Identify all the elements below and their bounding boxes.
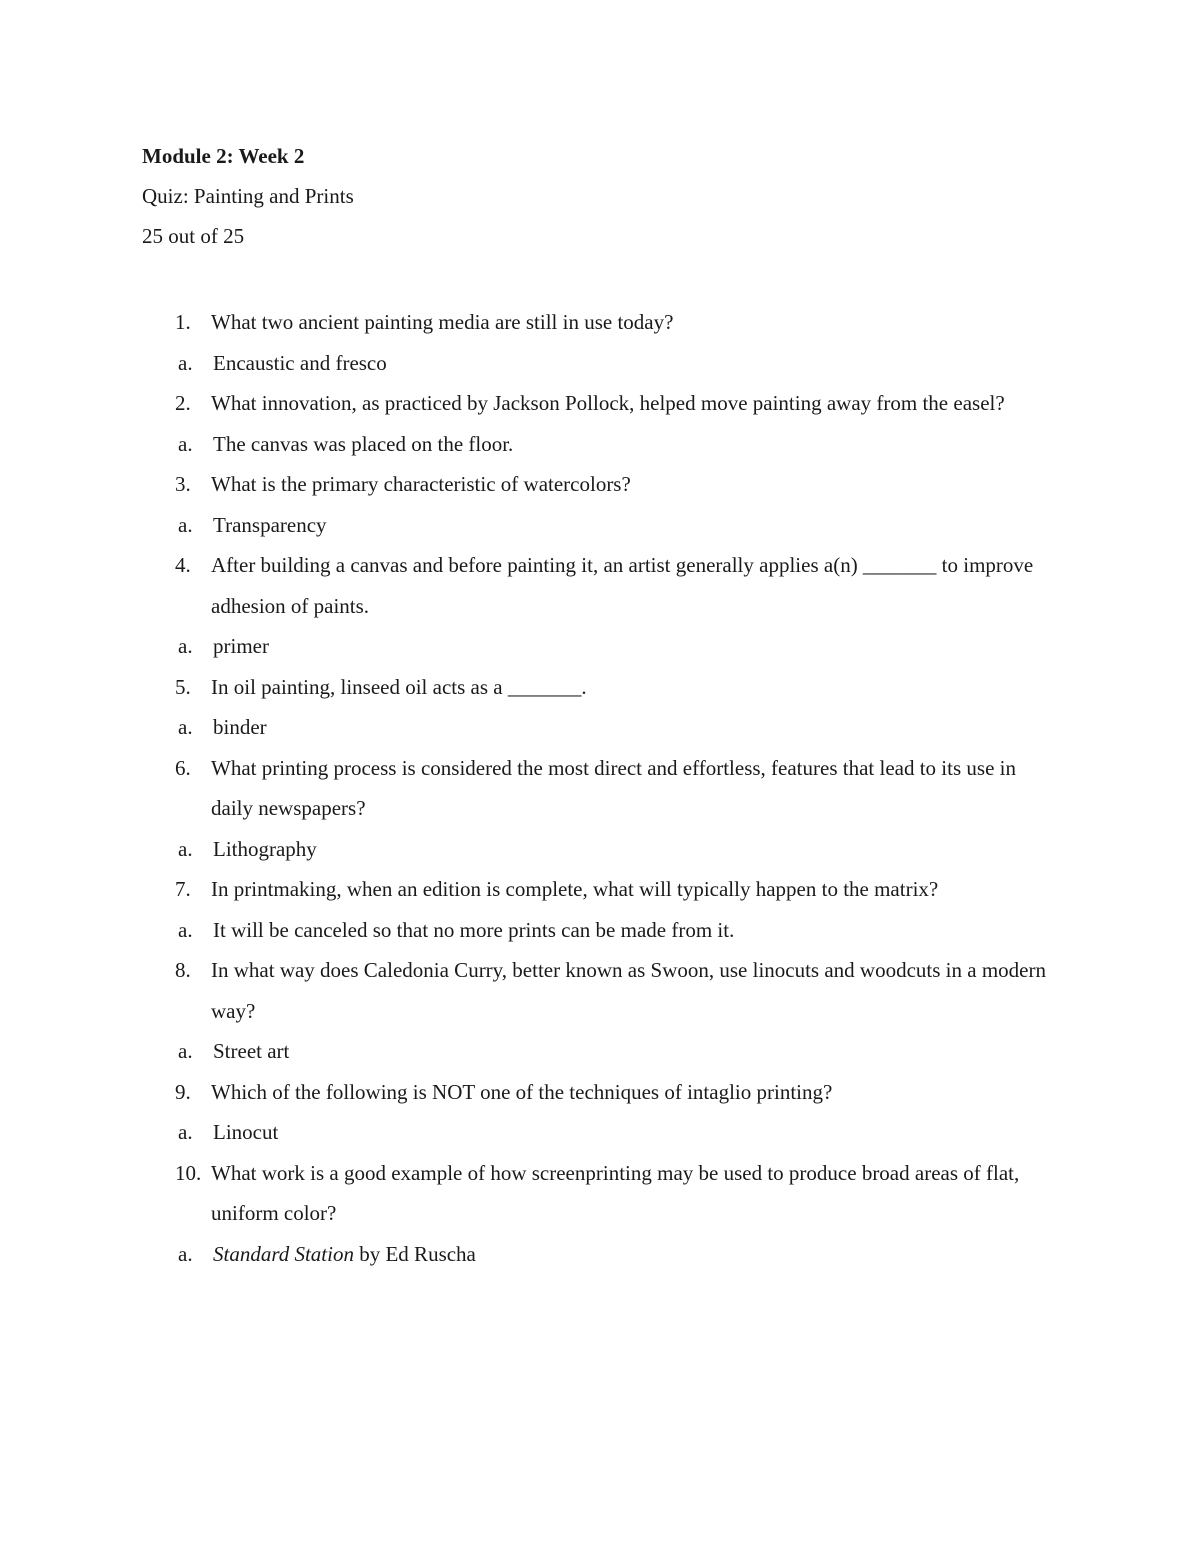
- question-number: 10.: [175, 1160, 202, 1185]
- answer-letter: a.: [178, 715, 193, 739]
- question-text: In printmaking, when an edition is complete, what will typically happen to the matrix?: [211, 877, 939, 901]
- question-number: 4.: [175, 553, 191, 577]
- answer-letter: a.: [178, 1120, 193, 1144]
- question-number: 8.: [175, 958, 191, 982]
- question: [142, 545, 1062, 626]
- question-text: What is the primary characteristic of watercolors?: [211, 472, 631, 496]
- question: [142, 667, 1062, 708]
- answer-text: primer: [213, 634, 269, 658]
- answer-text: Transparency: [213, 512, 327, 537]
- question-number: 6.: [175, 755, 191, 780]
- answer-letter: a.: [178, 1241, 193, 1266]
- question-item: [142, 748, 1062, 870]
- question: [142, 464, 1062, 505]
- answer-letter: a.: [178, 431, 193, 456]
- answer-letter: a.: [178, 917, 193, 942]
- answer-text: by Ed Ruscha: [353, 1241, 476, 1266]
- question: [142, 383, 1062, 424]
- answer-letter: a.: [178, 634, 193, 658]
- question: [142, 1072, 1062, 1113]
- question-item: [142, 950, 1062, 1072]
- question-number: 9.: [175, 1079, 191, 1104]
- answer-text: Street art: [213, 1039, 290, 1063]
- question-item: [142, 302, 1062, 383]
- document-page: [142, 138, 1062, 1274]
- question-list: [142, 302, 1062, 1274]
- question-number: 2.: [175, 391, 191, 415]
- question-text: In what way does Caledonia Curry, better known as Swoon, use linocuts and woodcuts in a modern way?: [211, 958, 1046, 1023]
- question-text: Which of the following is NOT one of the techniques of intaglio printing?: [211, 1079, 833, 1104]
- answer-letter: a.: [178, 512, 193, 537]
- answer: [142, 1031, 1062, 1072]
- blank-line: [142, 258, 1062, 302]
- answer-text: Linocut: [213, 1120, 279, 1144]
- answer-text: The canvas was placed on the floor.: [213, 431, 514, 456]
- answer: [142, 424, 1062, 465]
- answer-text: binder: [213, 715, 267, 739]
- question-text: In oil painting, linseed oil acts as a _______.: [211, 674, 587, 699]
- answer: [142, 505, 1062, 546]
- answer: [142, 626, 1062, 667]
- question-text: After building a canvas and before painting it, an artist generally applies a(n) _______ to improve adhesion of paints.: [211, 553, 1034, 618]
- question-item: [142, 545, 1062, 667]
- answer-letter: a.: [178, 1039, 193, 1063]
- answer-text: Lithography: [213, 836, 317, 861]
- question-item: [142, 667, 1062, 748]
- module-title: Module 2: Week 2: [142, 144, 305, 168]
- question-item: [142, 869, 1062, 950]
- answer-text: It will be canceled so that no more prints can be made from it.: [213, 917, 735, 942]
- question-text: What printing process is considered the most direct and effortless, features that lead to its use in daily newspapers?: [211, 755, 1016, 820]
- question: [142, 1153, 1062, 1234]
- answer-text: Encaustic and fresco: [213, 350, 387, 375]
- question: [142, 950, 1062, 1031]
- quiz-score: 25 out of 25: [142, 224, 245, 248]
- answer: [142, 910, 1062, 951]
- answer: [142, 343, 1062, 384]
- question-text: What innovation, as practiced by Jackson Pollock, helped move painting away from the easel?: [211, 391, 1005, 415]
- question-item: [142, 1153, 1062, 1275]
- question-item: [142, 1072, 1062, 1153]
- question-number: 1.: [175, 310, 191, 334]
- answer-work-title: Standard Station: [213, 1241, 354, 1266]
- question-text: What two ancient painting media are still in use today?: [211, 310, 674, 334]
- question-text: What work is a good example of how screenprinting may be used to produce broad areas of flat, uniform color?: [211, 1160, 1020, 1225]
- answer: [142, 1234, 1062, 1275]
- question-item: [142, 464, 1062, 545]
- answer: [142, 1112, 1062, 1153]
- quiz-name: Quiz: Painting and Prints: [142, 184, 354, 208]
- answer: [142, 707, 1062, 748]
- answer: [142, 829, 1062, 870]
- question: [142, 869, 1062, 910]
- question-number: 7.: [175, 877, 191, 901]
- question: [142, 748, 1062, 829]
- question-item: [142, 383, 1062, 464]
- question: [142, 302, 1062, 343]
- answer-letter: a.: [178, 836, 193, 861]
- question-number: 3.: [175, 472, 191, 496]
- answer-letter: a.: [178, 350, 193, 375]
- question-number: 5.: [175, 674, 191, 699]
